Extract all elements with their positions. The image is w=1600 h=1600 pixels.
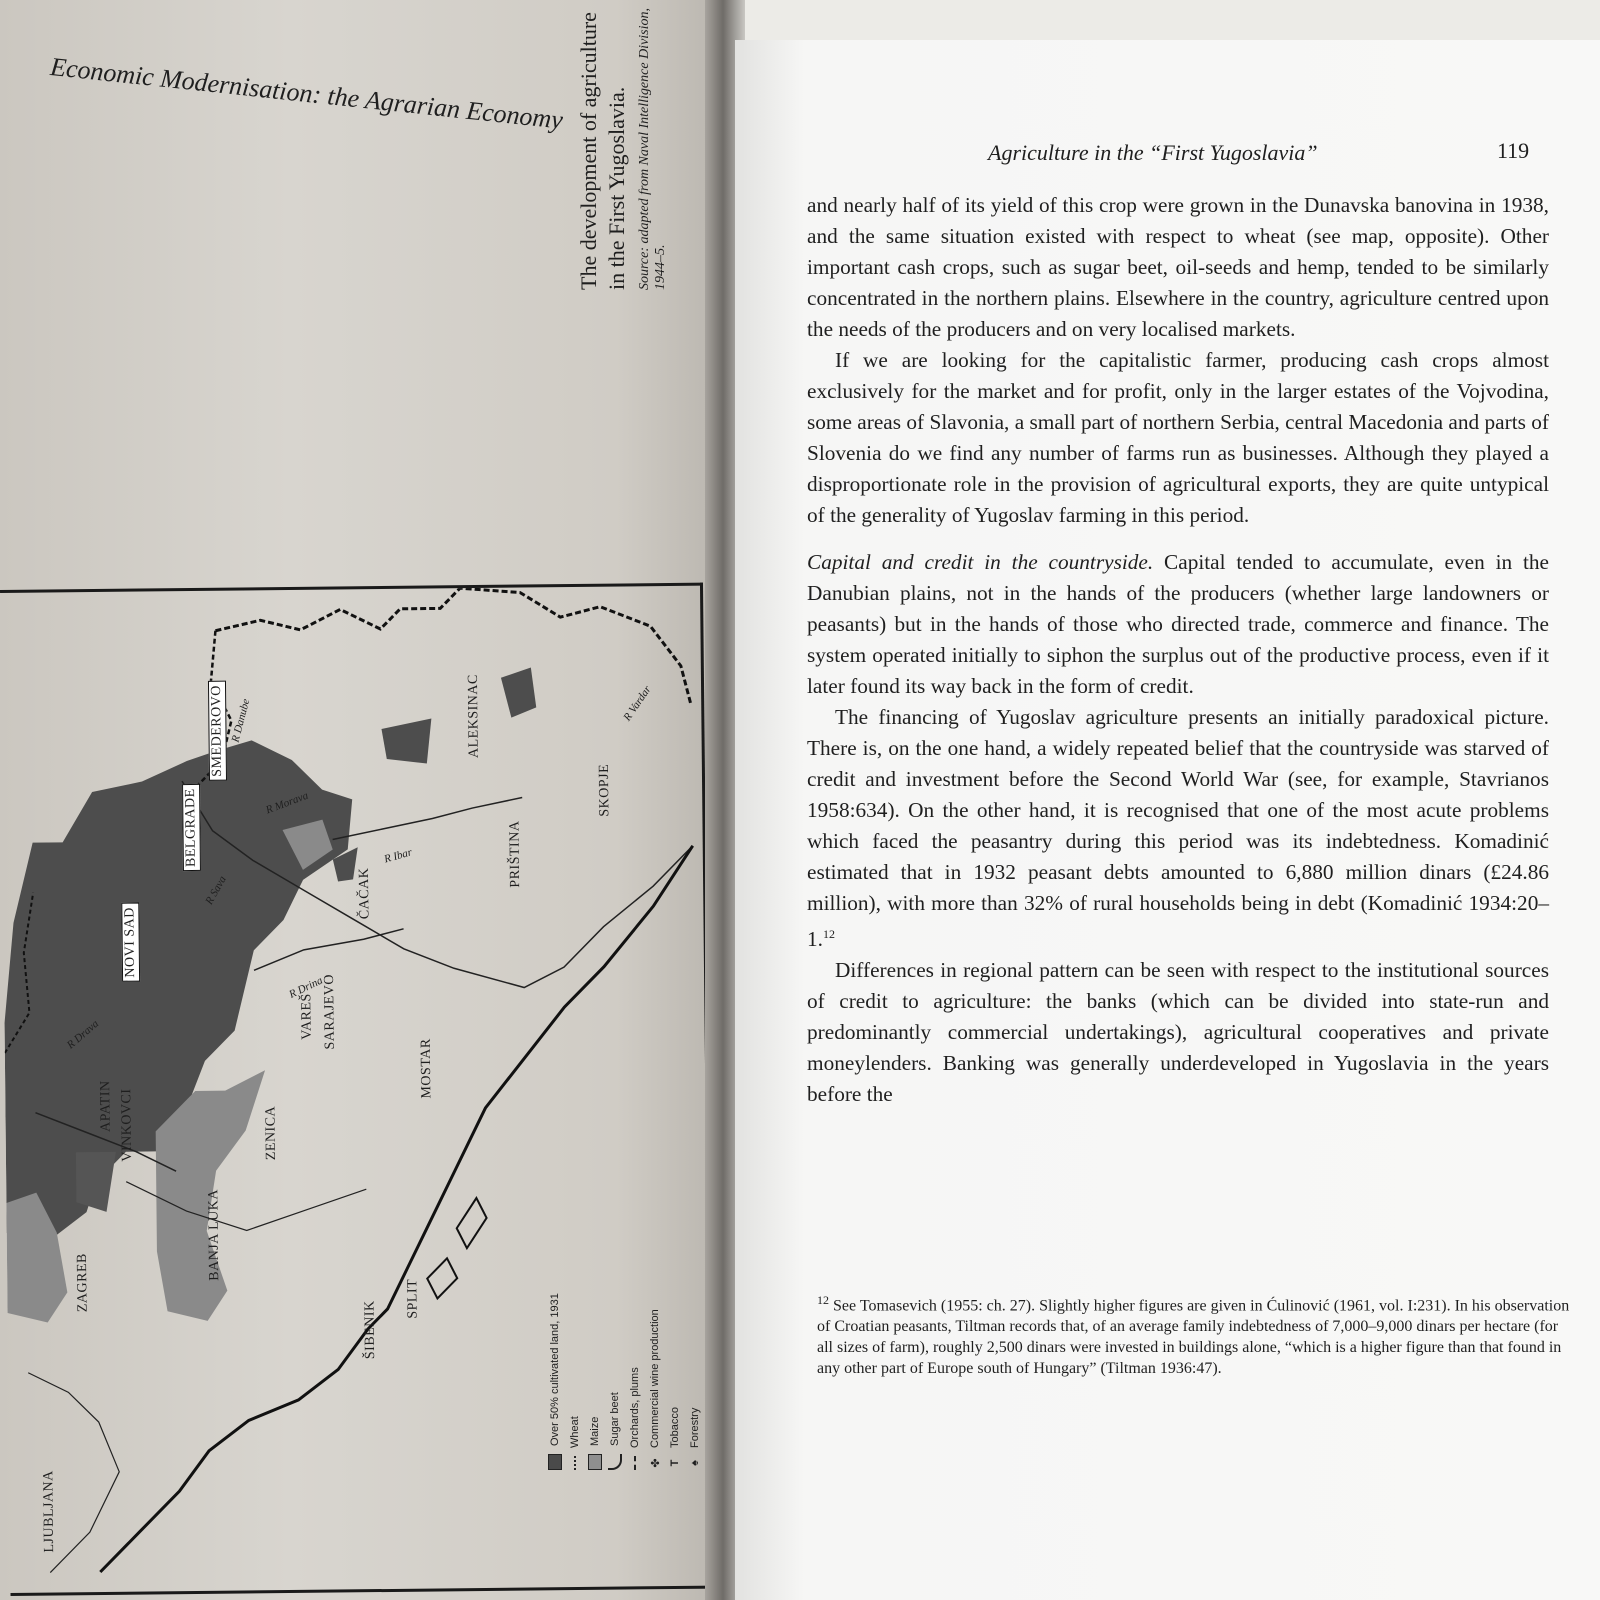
city-split: SPLIT — [405, 1278, 421, 1319]
river-vardar: R Vardar — [621, 683, 654, 724]
footnote — [817, 1290, 1577, 1379]
legend-label: Wheat — [569, 1416, 581, 1448]
left-page — [0, 0, 725, 1600]
cultivated-region — [381, 718, 431, 764]
city-pristina: PRIŠTINA — [507, 820, 524, 888]
footnote-ref: 12 — [822, 927, 835, 941]
legend-label: Over 50% cultivated land, 1931 — [549, 1293, 561, 1446]
city-banja-luka: BANJA LUKA — [206, 1188, 223, 1281]
city-belgrade: BELGRADE — [182, 784, 201, 871]
city-smederevo: SMEDEROVO — [208, 681, 227, 781]
river-line — [332, 798, 522, 840]
city-cacak: ČAČAK — [356, 867, 373, 920]
city-ljubljana: LJUBLJANA — [41, 1470, 58, 1553]
river-sava: R Sava — [203, 874, 229, 907]
city-skopje: SKOPJE — [596, 763, 613, 817]
cultivated-region — [501, 667, 537, 717]
city-aleksinac: ALEKSINAC — [465, 674, 482, 759]
legend-marker: T — [669, 1459, 681, 1467]
legend-item — [665, 1293, 685, 1470]
footnote-number: 12 — [817, 1293, 829, 1307]
city-zenica: ZENICA — [263, 1105, 279, 1161]
legend-swatch — [634, 1456, 636, 1470]
city-vares: VAREŠ — [299, 993, 315, 1040]
paragraph — [807, 547, 1549, 702]
paragraph-text: The financing of Yugoslav agriculture presents an initially paradoxical picture. There is, on the one hand, a widely repeated belief that the countryside was starved of credit and investment before the Second World War (see, for example, Stavrianos 1958:634). On the other hand, it is recognised that one of the most acute problems which faced the peasantry during this period was its indebtedness. Komadinić estimated that in 1932 peasant debts amounted to 6,880 million dinars (£24.86 million), with more than 32% of rural households being in debt (Komadinić 1934:20–1. — [807, 705, 1549, 952]
city-sarajevo: SARAJEVO — [322, 973, 338, 1050]
legend-label: Tobacco — [669, 1407, 681, 1448]
city-apatin: APATIN — [98, 1080, 114, 1132]
city-sibenik: ŠIBENIK — [362, 1300, 379, 1360]
paragraph: Differences in regional pattern can be seen with respect to the institutional sources of credit to agriculture: the banks (which can be divided into state-run and predominantly commercial undertakings), agricultural cooperatives and private moneylenders. Banking was generally underdeveloped in Yugoslavia in the years before the — [807, 958, 1549, 1107]
right-running-head: Agriculture in the “First Yugoslavia” — [988, 140, 1318, 165]
legend-swatch: ✤ — [650, 1458, 662, 1468]
river-drava: R Drava — [64, 1017, 102, 1052]
legend-swatch — [548, 1454, 562, 1470]
left-running-head: Economic Modernisation: the Agrarian Economy — [48, 52, 565, 135]
map-caption — [575, 0, 695, 290]
legend-swatch — [574, 1456, 576, 1470]
paragraph: If we are looking for the capitalistic farmer, producing cash crops almost exclusively for the market and for profit, only in the larger estates of the Vojvodina, some areas of Slavonia, a small part of northern Serbia, central Macedonia and parts of Slovenia do we find any number of farms run as businesses. Although they played a disproportionate role in the provision of agricultural exports, they are quite untypical of the generality of Yugoslav farming in this period. — [807, 348, 1549, 527]
river-drina: R Drina — [287, 974, 325, 1001]
right-page — [735, 40, 1600, 1600]
legend-swatch: ♠ — [689, 1460, 701, 1466]
city-novi-sad: NOVI SAD — [121, 903, 140, 982]
island — [427, 1258, 457, 1298]
river-danube: R Danube — [229, 697, 253, 744]
legend-item — [625, 1293, 645, 1470]
legend-label: Maize — [589, 1416, 601, 1446]
legend-item — [545, 1293, 565, 1470]
paragraph-text: Capital tended to accumulate, even in the Danubian plains, not in the hands of the producers (whether large landowners or peasants) but in the hands of those who directed trade, commerce and finance. The system operated initially to siphon the surplus out of the productive process, even if it later found its way back in the form of credit. — [807, 550, 1549, 698]
paragraph — [807, 702, 1549, 955]
legend-item — [605, 1293, 625, 1470]
paragraph: and nearly half of its yield of this crop were grown in the Dunavska banovina in 1938, and the same situation existed with respect to wheat (see map, opposite). Other important cash crops, such as sugar beet, oil-seeds and hemp, tended to be similarly concentrated in the northern plains. Elsewhere in the country, agriculture centred upon the needs of the producers and on very localised markets. — [807, 193, 1549, 341]
city-mostar: MOSTAR — [418, 1038, 435, 1099]
country-border — [215, 586, 691, 711]
section-heading: Capital and credit in the countryside. — [807, 550, 1154, 574]
city-vinkovci: VINKOVCI — [119, 1088, 135, 1162]
page-number: 119 — [1497, 138, 1530, 163]
island — [456, 1198, 487, 1248]
legend-item — [645, 1293, 665, 1470]
legend-swatch — [588, 1454, 602, 1470]
river-line — [254, 929, 404, 971]
legend-label: Orchards, plums — [629, 1367, 641, 1448]
cultivated-region — [76, 1152, 117, 1212]
legend-label: Forestry — [689, 1407, 701, 1448]
legend-label: Commercial wine production — [649, 1309, 661, 1448]
river-morava: R Morava — [264, 789, 310, 817]
body-text — [807, 190, 1549, 1110]
map-legend — [545, 1293, 705, 1470]
footnote-text: See Tomasevich (1955: ch. 27). Slightly higher figures are given in Ćulinović (1961, vol. I:231). In his observation of Croatian peasants, Tiltman records that, of an average family indebtedness of 7,000–9,000 dinars per hectare (for all sizes of farm), roughly 2,500 dinars were invested in buildings alone, “which is a higher figure than that found in any other part of Europe south of Hungary” (Tiltman 1936:47). — [817, 1297, 1570, 1378]
legend-swatch — [608, 1454, 622, 1470]
caption-source: Source: adapted from Naval Intelligence Division, 1944–5. — [637, 7, 668, 290]
legend-label: Sugar beet — [609, 1392, 621, 1446]
legend-item — [585, 1293, 605, 1470]
city-zagreb: ZAGREB — [74, 1253, 91, 1313]
river-ibar: R Ibar — [382, 846, 414, 866]
legend-item — [565, 1293, 585, 1470]
caption-title: The development of agriculture in the First Yugoslavia. — [576, 12, 629, 290]
legend-item — [685, 1293, 705, 1470]
